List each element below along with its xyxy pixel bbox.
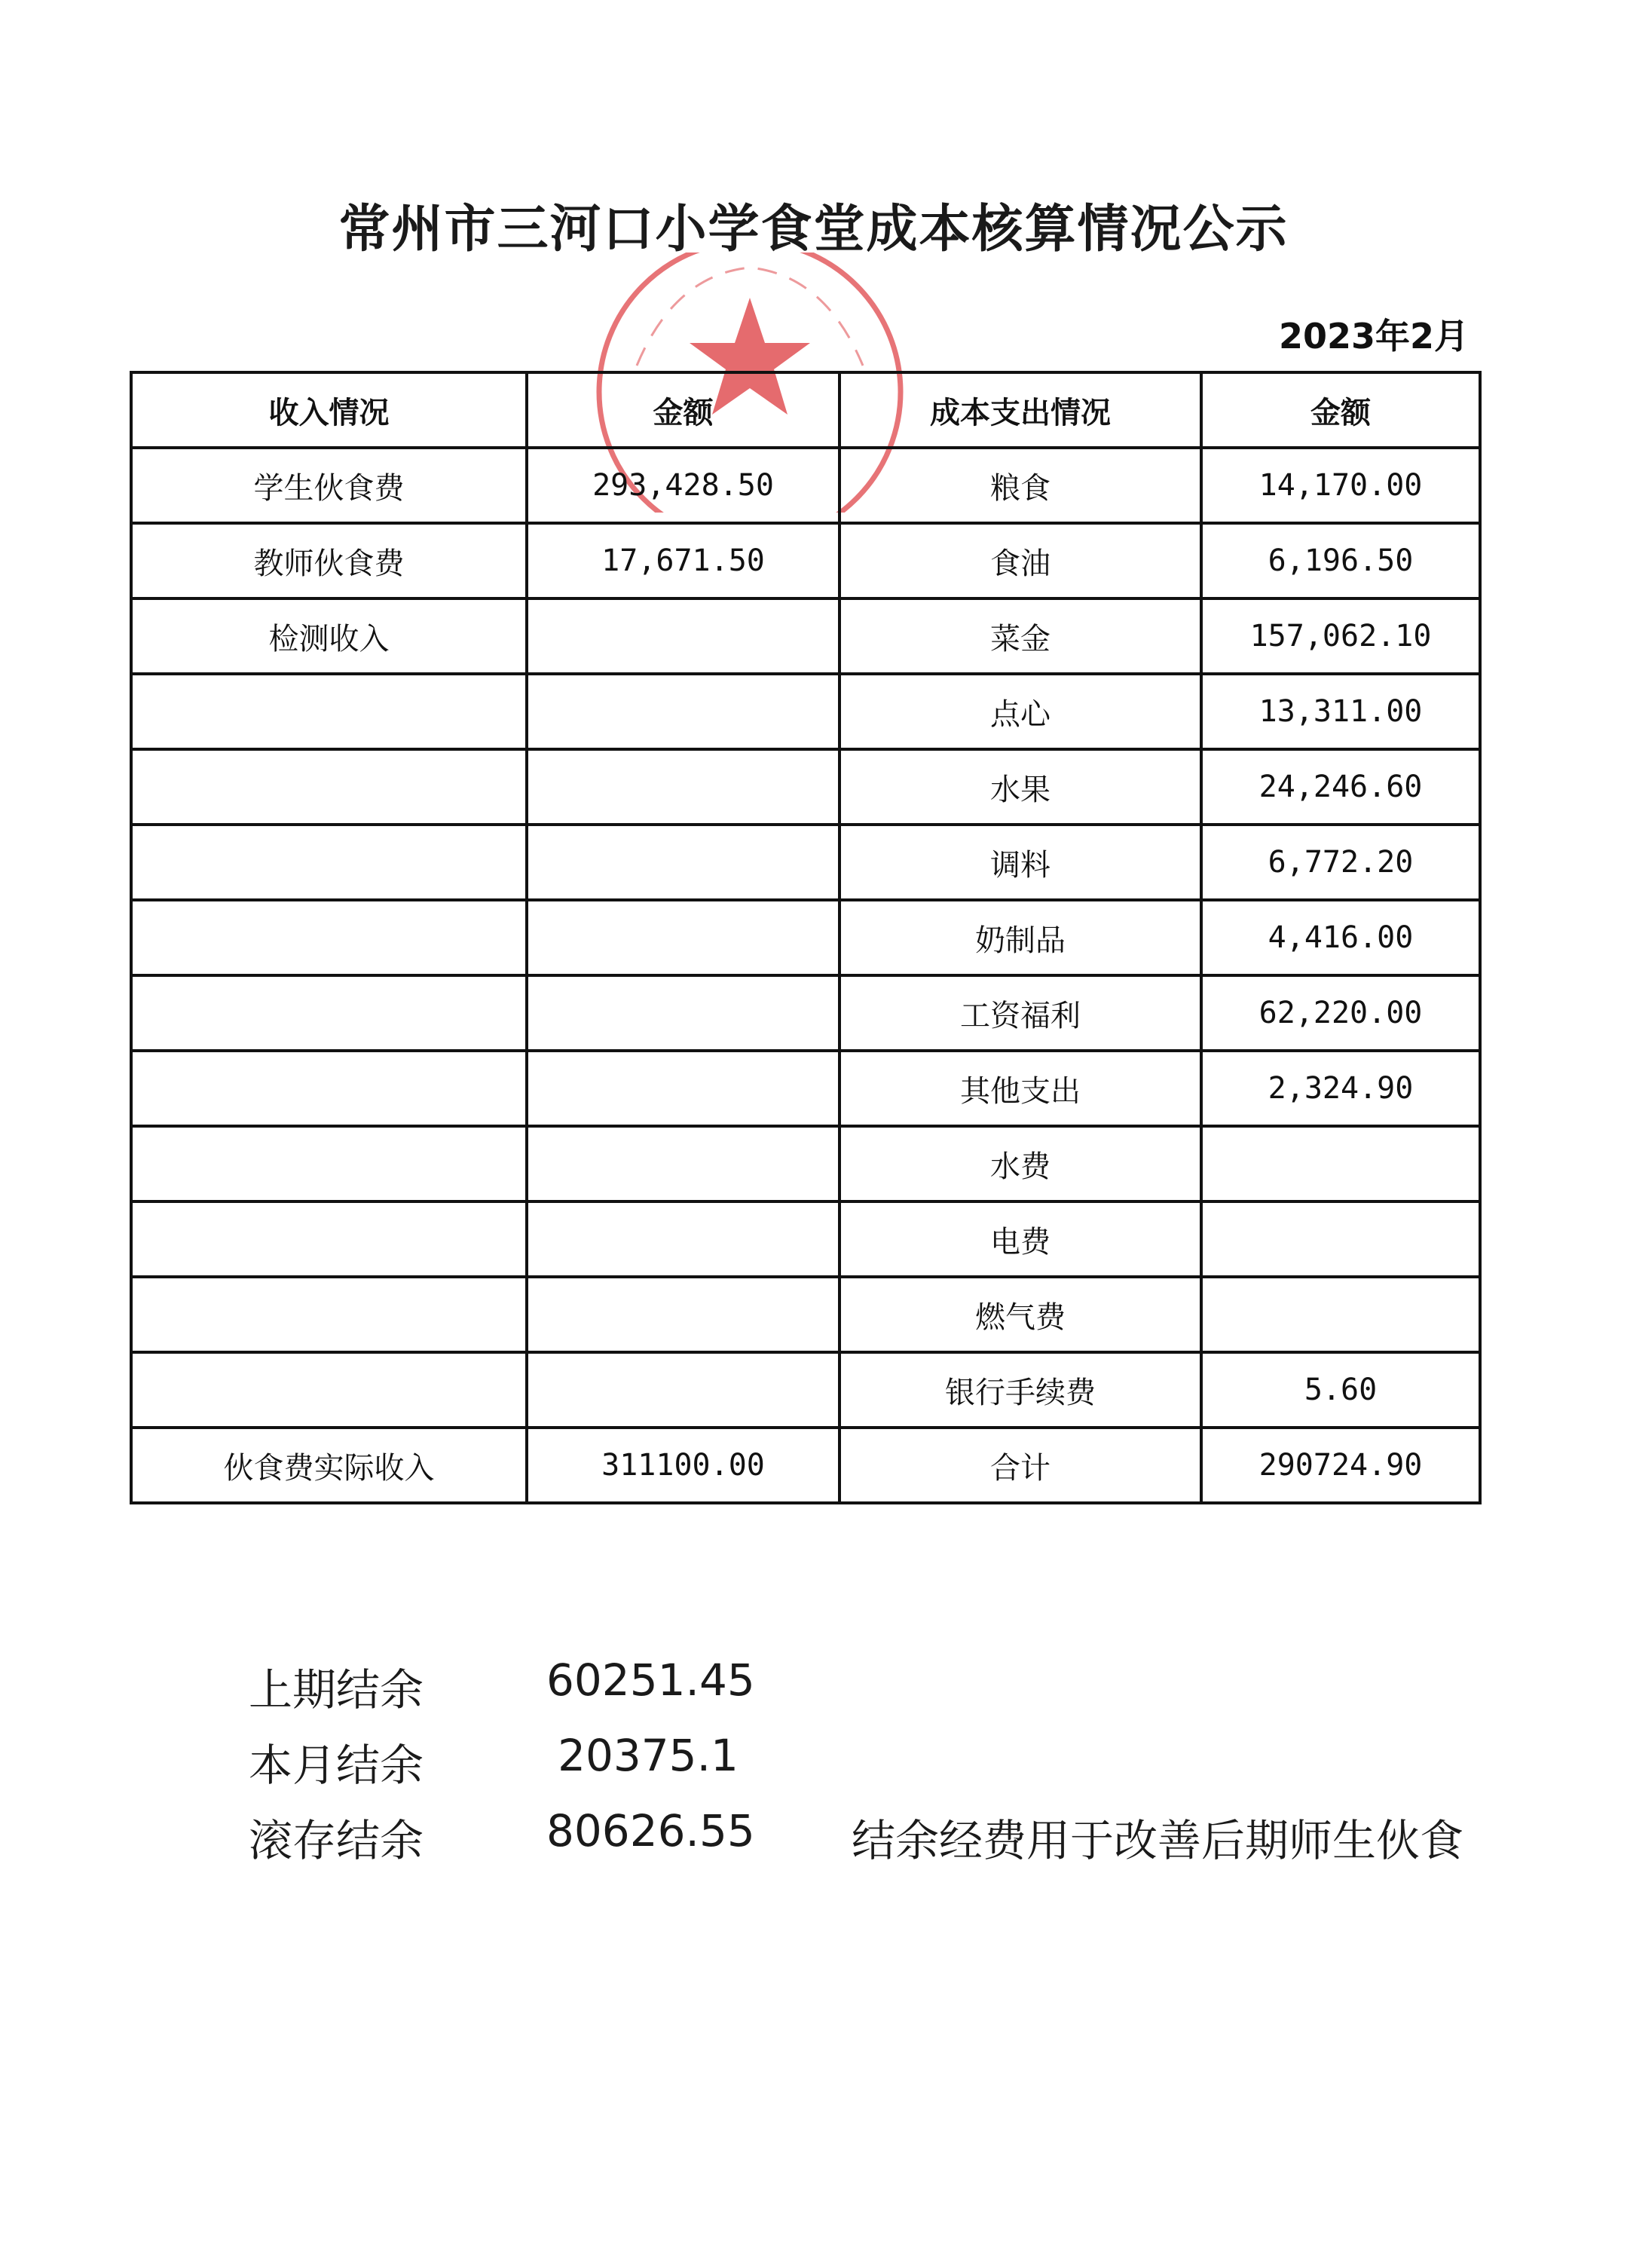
table-header-row	[131, 372, 1480, 448]
table-row	[131, 448, 1480, 523]
expense-amount: 14,170.00	[1201, 448, 1480, 523]
expense-amount: 13,311.00	[1201, 674, 1480, 749]
income-item: 教师伙食费	[131, 523, 527, 598]
income-amount	[527, 674, 839, 749]
total-income-amount: 311100.00	[527, 1428, 839, 1503]
expense-amount: 6,196.50	[1201, 523, 1480, 598]
expense-amount: 62,220.00	[1201, 975, 1480, 1051]
income-amount	[527, 900, 839, 975]
expense-amount: 24,246.60	[1201, 749, 1480, 825]
expense-item: 食油	[839, 523, 1201, 598]
header-income: 收入情况	[131, 372, 527, 448]
income-item	[131, 1126, 527, 1201]
income-amount	[527, 825, 839, 900]
income-amount	[527, 598, 839, 674]
summary-value: 60251.45	[546, 1654, 755, 1706]
income-amount	[527, 1051, 839, 1126]
income-item: 检测收入	[131, 598, 527, 674]
income-amount	[527, 749, 839, 825]
expense-amount: 2,324.90	[1201, 1051, 1480, 1126]
expense-item: 燃气费	[839, 1277, 1201, 1352]
header-expense: 成本支出情况	[839, 372, 1201, 448]
income-item	[131, 825, 527, 900]
table-row	[131, 825, 1480, 900]
expense-amount	[1201, 1201, 1480, 1277]
expense-item: 点心	[839, 674, 1201, 749]
total-expense-amount: 290724.90	[1201, 1428, 1480, 1503]
income-item	[131, 1277, 527, 1352]
table-total-row	[131, 1428, 1480, 1503]
expense-amount	[1201, 1126, 1480, 1201]
income-amount	[527, 975, 839, 1051]
cost-accounting-table	[130, 371, 1482, 1504]
income-item	[131, 1201, 527, 1277]
table-row	[131, 975, 1480, 1051]
summary-label: 滚存结余	[249, 1815, 424, 1866]
income-item	[131, 674, 527, 749]
table-row	[131, 598, 1480, 674]
header-expense-amount: 金额	[1201, 372, 1480, 448]
table-row	[131, 1352, 1480, 1428]
table-row	[131, 674, 1480, 749]
income-amount	[527, 1201, 839, 1277]
expense-item: 菜金	[839, 598, 1201, 674]
expense-amount: 4,416.00	[1201, 900, 1480, 975]
table-row	[131, 523, 1480, 598]
summary-value: 80626.55	[546, 1805, 755, 1856]
expense-amount: 157,062.10	[1201, 598, 1480, 674]
income-item	[131, 900, 527, 975]
summary-label: 本月结余	[249, 1740, 424, 1791]
expense-item: 银行手续费	[839, 1352, 1201, 1428]
summary-value: 20375.1	[558, 1730, 739, 1781]
summary-note: 结余经费用于改善后期师生伙食	[852, 1815, 1464, 1866]
expense-item: 其他支出	[839, 1051, 1201, 1126]
income-item	[131, 749, 527, 825]
expense-amount: 5.60	[1201, 1352, 1480, 1428]
income-item	[131, 975, 527, 1051]
income-amount	[527, 1277, 839, 1352]
income-amount: 293,428.50	[527, 448, 839, 523]
income-item: 学生伙食费	[131, 448, 527, 523]
expense-item: 水费	[839, 1126, 1201, 1201]
income-item	[131, 1051, 527, 1126]
expense-amount: 6,772.20	[1201, 825, 1480, 900]
income-amount	[527, 1352, 839, 1428]
income-amount	[527, 1126, 839, 1201]
expense-item: 水果	[839, 749, 1201, 825]
income-item	[131, 1352, 527, 1428]
table-row	[131, 1126, 1480, 1201]
summary-label: 上期结余	[249, 1664, 424, 1716]
report-date: 2023年2月	[1278, 316, 1469, 357]
header-income-amount: 金额	[527, 372, 839, 448]
expense-item: 电费	[839, 1201, 1201, 1277]
expense-item: 工资福利	[839, 975, 1201, 1051]
table-row	[131, 900, 1480, 975]
expense-amount	[1201, 1277, 1480, 1352]
expense-item: 奶制品	[839, 900, 1201, 975]
table-row	[131, 1277, 1480, 1352]
total-expense-label: 合计	[839, 1428, 1201, 1503]
total-income-label: 伙食费实际收入	[131, 1428, 527, 1503]
income-amount: 17,671.50	[527, 523, 839, 598]
table-row	[131, 1201, 1480, 1277]
table-row	[131, 749, 1480, 825]
table-row	[131, 1051, 1480, 1126]
page-title: 常州市三河口小学食堂成本核算情况公示	[338, 200, 1289, 259]
expense-item: 调料	[839, 825, 1201, 900]
expense-item: 粮食	[839, 448, 1201, 523]
